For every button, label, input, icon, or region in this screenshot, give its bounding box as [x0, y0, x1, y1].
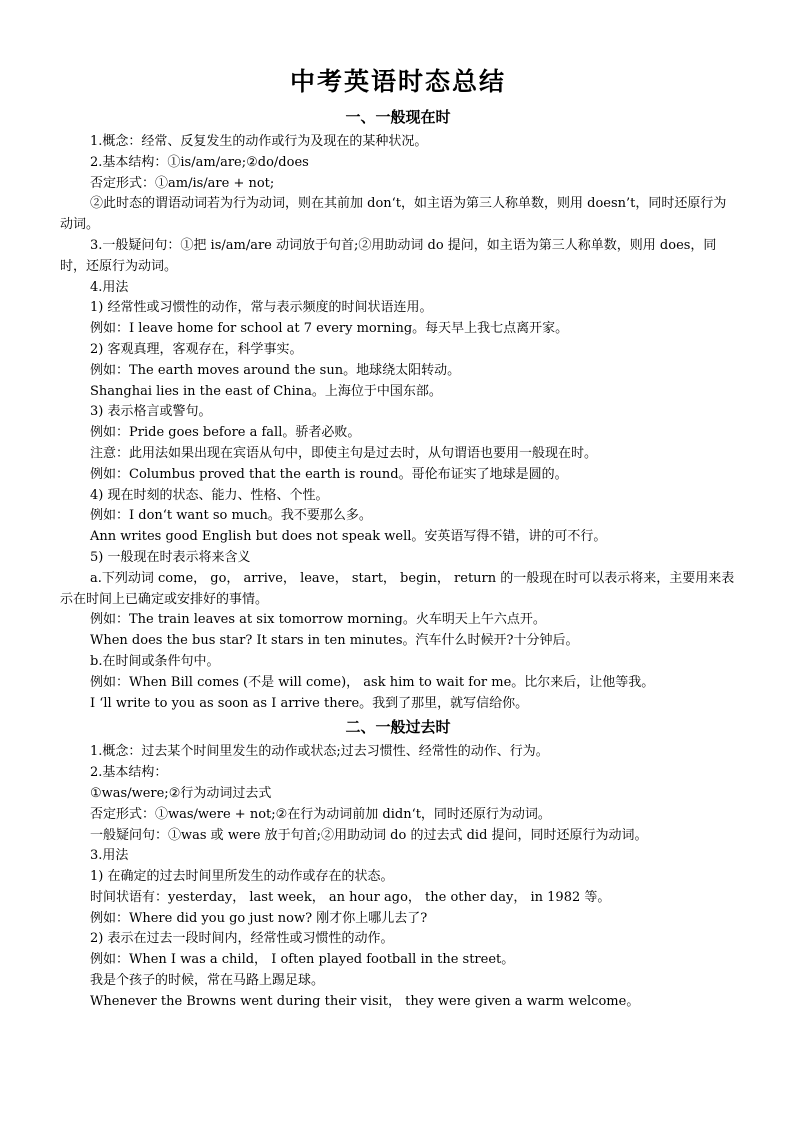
- section-heading: 一、一般现在时: [345, 108, 451, 126]
- text-line: 例如：Where did you go just now? 刚才你上哪儿去了?: [90, 910, 428, 926]
- text-line: 例如：I don‘t want so much。我不要那么多。: [90, 508, 372, 524]
- text-line: I ‘ll write to you as soon as I arrive there。我到了那里，就写信给你。: [90, 695, 529, 711]
- text-line: 例如：When Bill comes (不是 will come)， ask him to wait for me。比尔来后，让他等我。: [90, 674, 655, 690]
- section-heading: 二、一般过去时: [345, 718, 451, 737]
- text-line: 4.用法: [90, 279, 129, 295]
- text-line: Ann writes good English but does not speak well。安英语写得不错，讲的可不行。: [90, 529, 607, 545]
- text-line: 例如：The train leaves at six tomorrow morning。火车明天上午六点开。: [90, 612, 546, 628]
- document-body: [60, 106, 736, 1013]
- text-line: ②此时态的谓语动词若为行为动词，则在其前加 don‘t，如主语为第三人称单数，则用 doesn’t，同时还原行为动词。: [60, 196, 727, 233]
- text-line: 1.概念：经常、反复发生的动作或行为及现在的某种状况。: [90, 134, 428, 149]
- text-line: 3.一般疑问句：①把 is/am/are 动词放于句首;②用助动词 do 提问，如主语为第三人称单数，则用 does，同时，还原行为动词。: [60, 237, 717, 274]
- text-line: a.下列动词 come， go， arrive， leave， start， begin， return 的一般现在时可以表示将来，主要用来表示在时间上已确定或安排好的事情。: [60, 570, 735, 607]
- text-line: 注意：此用法如果出现在宾语从句中，即使主句是过去时，从句谓语也要用一般现在时。: [90, 445, 598, 461]
- text-line: 时间状语有：yesterday， last week， an hour ago， the other day， in 1982 等。: [90, 889, 611, 905]
- text-line: 3) 表示格言或警句。: [90, 404, 212, 420]
- text-line: 2) 客观真理，客观存在，科学事实。: [90, 341, 303, 357]
- text-line: 1.概念：过去某个时间里发生的动作或状态;过去习惯性、经常性的动作、行为。: [90, 744, 549, 760]
- text-line: ①was/were;②行为动词过去式: [90, 785, 272, 801]
- text-line: 否定形式：①am/is/are + not;: [90, 175, 275, 191]
- text-line: 1) 在确定的过去时间里所发生的动作或存在的状态。: [90, 869, 394, 885]
- text-line: 例如：The earth moves around the sun。地球绕太阳转动。: [90, 362, 461, 378]
- text-line: 1) 经常性或习惯性的动作，常与表示频度的时间状语连用。: [90, 300, 433, 316]
- text-line: When does the bus star? It stars in ten minutes。汽车什么时候开?十分钟后。: [90, 633, 579, 649]
- text-line: 我是个孩子的时候，常在马路上踢足球。: [90, 973, 325, 989]
- text-line: 2) 表示在过去一段时间内，经常性或习惯性的动作。: [90, 931, 394, 947]
- text-line: 4) 现在时刻的状态、能力、性格、个性。: [90, 487, 329, 503]
- text-line: 例如：Columbus proved that the earth is round。哥伦布证实了地球是圆的。: [90, 466, 568, 482]
- section-1: [60, 106, 736, 714]
- text-line: 一般疑问句：①was 或 were 放于句首;②用助动词 do 的过去式 did 提问，同时还原行为动词。: [90, 827, 648, 843]
- document-title: 中考英语时态总结: [289, 67, 506, 96]
- text-line: 例如：Pride goes before a fall。骄者必败。: [90, 425, 361, 441]
- text-line: 2.基本结构：: [90, 765, 168, 781]
- text-line: 否定形式：①was/were + not;②在行为动词前加 didn‘t，同时还原行为动词。: [90, 806, 551, 822]
- text-line: 3.用法: [90, 848, 129, 864]
- text-line: 5) 一般现在时表示将来含义: [90, 549, 251, 565]
- text-line: 例如：I leave home for school at 7 every morning。每天早上我七点离开家。: [90, 321, 569, 337]
- text-line: Whenever the Browns went during their visit， they were given a warm welcome。: [90, 993, 640, 1009]
- text-line: b.在时间或条件句中。: [90, 653, 220, 669]
- text-line: Shanghai lies in the east of China。上海位于中国东部。: [90, 383, 442, 399]
- text-line: 例如：When I was a child， I often played football in the street。: [90, 952, 515, 968]
- text-line: 2.基本结构：①is/am/are;②do/does: [90, 154, 309, 170]
- section-2: [60, 716, 736, 1012]
